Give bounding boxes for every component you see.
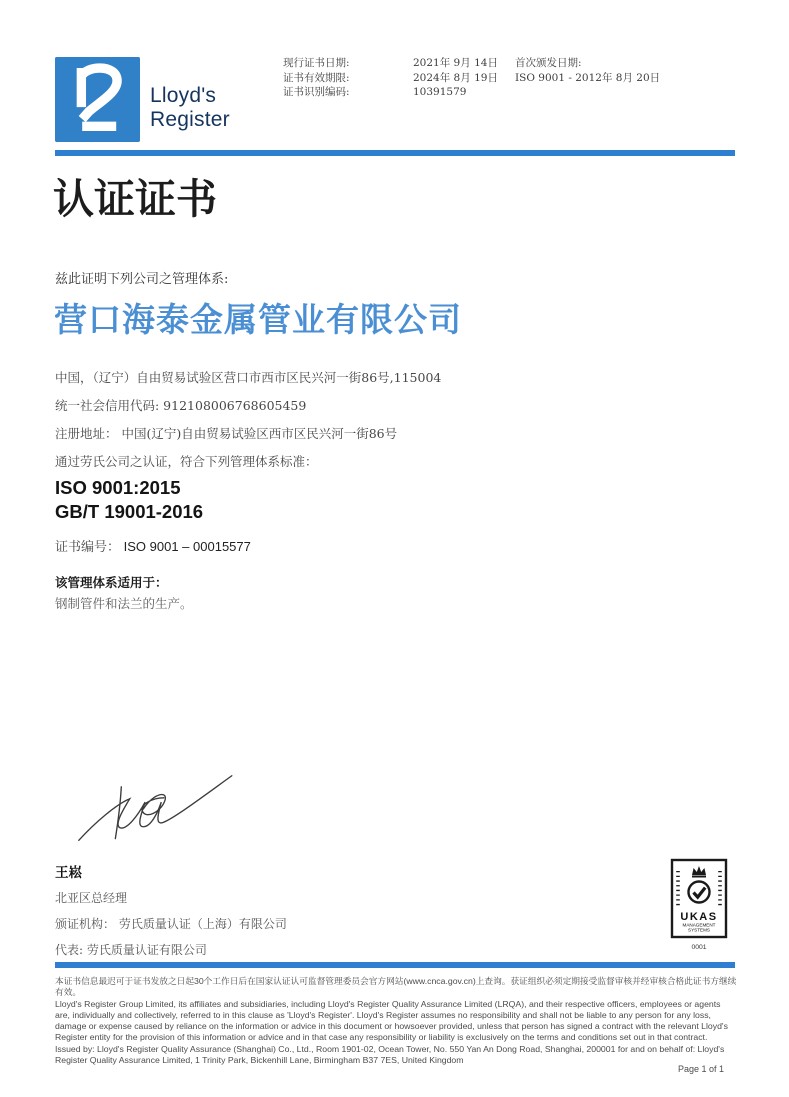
footer-cnca-notice: 本证书信息最迟可于证书发放之日起30个工作日后在国家认证认可监督管理委员会官方网站(www.cnca.gov.cn)上查询。获证组织必须定期接受监督审核并经审核合格此证书方继续有效。 [55,976,737,998]
first-issue-value: ISO 9001 - 2012年 8月 20日 [515,71,661,84]
svg-text:0001: 0001 [691,944,707,951]
current-cert-date-value: 2021年 9月 14日 [413,57,498,69]
certificate-number-value: ISO 9001 – 00015577 [123,539,251,554]
divider-bar-top [55,150,735,156]
svg-text:UKAS: UKAS [680,911,718,923]
certificate-number-line [55,536,251,555]
registered-address-line: 注册地址： 中国(辽宁)自由贸易试验区西市区民兴河一街86号 [55,426,398,441]
ukas-accreditation-mark [668,856,730,961]
divider-bar-bottom [55,962,735,968]
credit-code-line: 统一社会信用代码: 912108006768605459 [55,398,307,413]
scope-label: 该管理体系适用于： [55,575,168,590]
standard-iso9001: ISO 9001:2015 [55,477,181,498]
scope-text: 钢制管件和法兰的生产。 [55,596,193,611]
page-title: 认证证书 [53,175,217,223]
current-cert-date-row [283,56,498,71]
issuer-line: 颁证机构： 劳氏质量认证（上海）有限公司 [55,917,287,931]
brand-name [150,84,230,132]
certificate-dates-block [283,56,498,100]
lr-monogram-icon [55,57,140,142]
brand-line2: Register [150,108,230,131]
brand-line1: Lloyd's [150,84,217,107]
certificate-number-label: 证书编号： [55,540,121,555]
on-behalf-line: 代表: 劳氏质量认证有限公司 [55,943,207,957]
cert-expiry-label: 证书有效期限: [283,71,350,84]
legal-footer [55,976,737,1066]
lloyds-register-logo [55,57,140,142]
company-address: 中国，（辽宁）自由贸易试验区营口市西市区民兴河一街86号,115004 [55,370,442,385]
signatory-title: 北亚区总经理 [55,891,128,905]
cert-id-value: 10391579 [413,86,467,98]
company-name: 营口海泰金属管业有限公司 [54,300,462,339]
standard-gbt19001: GB/T 19001-2016 [55,501,204,522]
signatory-name: 王崧 [55,865,82,881]
handwritten-signature [72,758,242,858]
standards-block [55,476,203,524]
cert-expiry-value: 2024年 8月 19日 [413,71,498,84]
approval-line: 通过劳氏公司之认证，符合下列管理体系标准： [55,454,318,469]
footer-issued-by: Issued by: Lloyd's Register Quality Assurance (Shanghai) Co., Ltd., Room 1901-02, Ocean Tower, No. 550 Yan An Dong Road, Shanghai, 200001 for and on behalf of: Lloyd's Register Quality Assurance Limited, 1 Trinity Park, Bickenhill Lane, Birmingham B37 7ES, United Kingdom [55,1043,725,1066]
current-cert-date-label: 现行证书日期: [283,57,350,69]
cert-expiry-row [283,71,498,86]
svg-text:MANAGEMENT: MANAGEMENT [682,922,716,928]
ukas-mark-icon [668,856,730,956]
svg-text:SYSTEMS: SYSTEMS [688,927,710,933]
footer-disclaimer: Lloyd's Register Group Limited, its affiliates and subsidiaries, including Lloyd's Register Quality Assurance Limited (LRQA), and their respective officers, employees or agents are, individually and collectively, referred to in this clause as 'Lloyd's Register'. Lloyd's Register assumes no responsibility and shall not be liable to any person for any loss, damage or expense caused by reliance on the information or advice in this document or howsoever provided, unless that person has signed a contract with the relevant Lloyd's Register entity for the provision of this information or advice and in that case any responsibility or liability is exclusively on the terms and conditions set out in that contract. [55,998,728,1043]
first-issue-block [515,56,660,85]
signature-icon [72,758,242,853]
intro-line: 兹此证明下列公司之管理体系: [55,272,229,287]
first-issue-label: 首次颁发日期: [515,57,582,69]
page-number: Page 1 of 1 [678,1064,725,1074]
cert-id-label: 证书识别编码: [283,86,350,98]
cert-id-row [283,85,498,100]
